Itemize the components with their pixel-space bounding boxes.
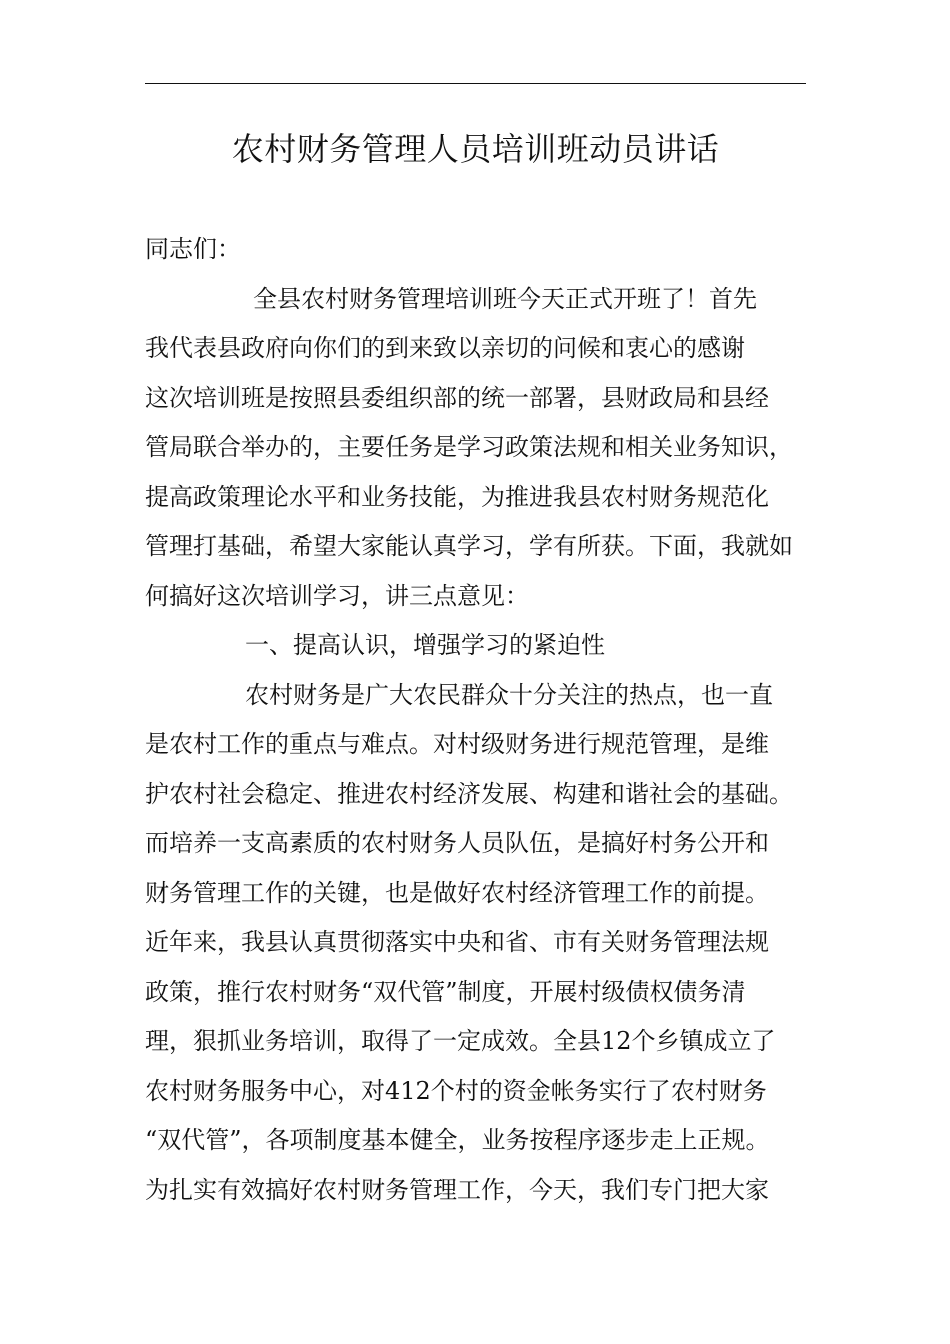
document-title: 农村财务管理人员培训班动员讲话 xyxy=(231,130,720,168)
paragraph-line: 农村财务是广大农民群众十分关注的热点，也一直 xyxy=(245,680,773,709)
document-body xyxy=(145,225,810,1215)
paragraph-line: 提高政策理论水平和业务技能，为推进我县农村财务规范化 xyxy=(145,482,769,511)
paragraph-line: 近年来，我县认真贯彻落实中央和省、市有关财务管理法规 xyxy=(145,928,769,956)
paragraph-line: 我代表县政府向你们的到来致以亲切的问候和衷心的感谢 xyxy=(145,334,745,362)
section-heading: 一、提高认识，增强学习的紧迫性 xyxy=(245,631,605,659)
paragraph-line: 这次培训班是按照县委组织部的统一部署，县财政局和县经 xyxy=(145,383,769,412)
paragraph-line: 农村财务服务中心，对412个村的资金帐务实行了农村财务 xyxy=(145,1076,767,1105)
salutation: 同志们： xyxy=(145,235,241,263)
paragraph-line: 管理打基础，希望大家能认真学习，学有所获。下面，我就如 xyxy=(145,532,793,560)
header-rule xyxy=(145,83,806,84)
paragraph-line: 财务管理工作的关键，也是做好农村经济管理工作的前提。 xyxy=(145,878,769,907)
paragraph-line: 是农村工作的重点与难点。对村级财务进行规范管理，是维 xyxy=(145,730,769,758)
paragraph-line: “双代管”，各项制度基本健全，业务按程序逐步走上正规。 xyxy=(145,1126,770,1154)
paragraph-line: 护农村社会稳定、推进农村经济发展、构建和谐社会的基础。 xyxy=(145,779,793,808)
paragraph-line: 何搞好这次培训学习，讲三点意见： xyxy=(145,581,529,610)
paragraph-line: 而培养一支高素质的农村财务人员队伍，是搞好村务公开和 xyxy=(145,829,769,857)
paragraph-line: 为扎实有效搞好农村财务管理工作，今天，我们专门把大家 xyxy=(145,1175,769,1204)
paragraph-line: 全县农村财务管理培训班今天正式开班了！首先 xyxy=(253,284,757,313)
paragraph-line: 政策，推行农村财务“双代管”制度，开展村级债权债务清 xyxy=(145,977,746,1006)
paragraph-line: 管局联合举办的，主要任务是学习政策法规和相关业务知识， xyxy=(145,433,793,461)
paragraph-line: 理，狠抓业务培训，取得了一定成效。全县12个乡镇成立了 xyxy=(145,1027,776,1055)
